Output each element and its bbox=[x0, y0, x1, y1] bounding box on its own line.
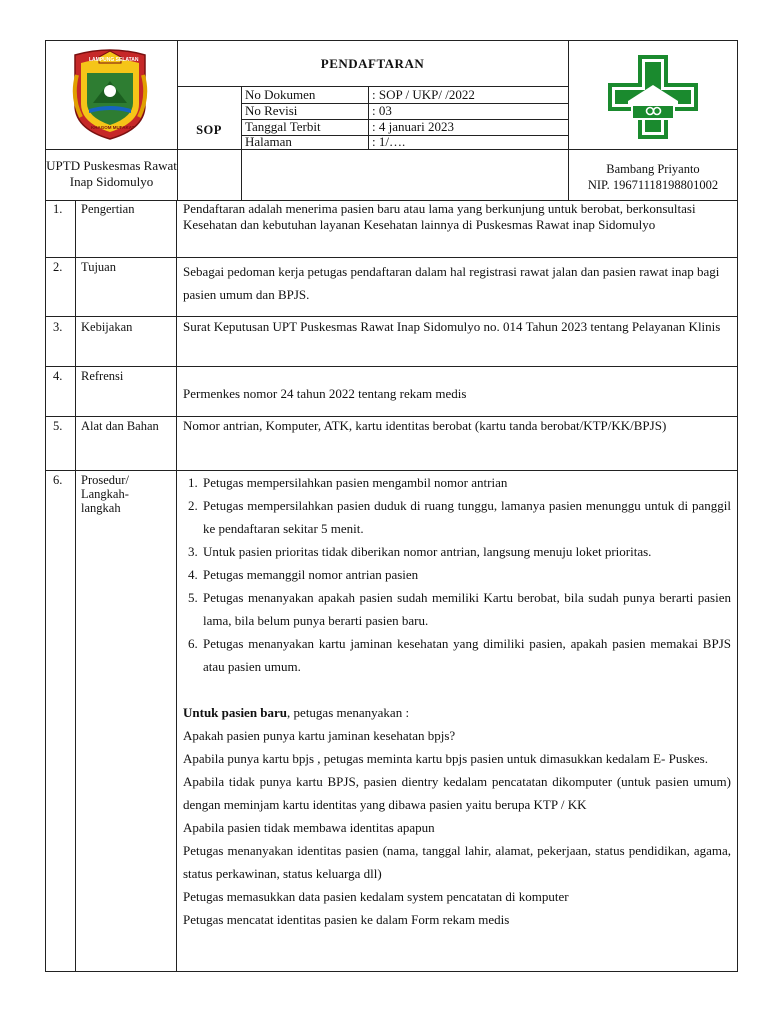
sop-sections-table bbox=[45, 200, 738, 972]
meta-key-revision: No Revisi bbox=[245, 103, 298, 118]
new-patient-heading-bold: Untuk pasien baru bbox=[183, 705, 288, 720]
section-3-number: 3. bbox=[53, 320, 63, 334]
section-5-number: 5. bbox=[53, 419, 63, 433]
signer-block bbox=[568, 161, 738, 193]
section-6-label-line-3: langkah bbox=[81, 501, 121, 515]
puskesmas-cross-logo bbox=[608, 55, 698, 139]
document-header bbox=[45, 40, 738, 201]
meta-value-page: : 1/…. bbox=[372, 134, 406, 149]
new-patient-paragraph: Apabila pasien tidak membawa identitas apapun bbox=[183, 820, 435, 835]
section-4-label: Refrensi bbox=[81, 369, 124, 383]
section-6-label-line-1: Prosedur/ bbox=[81, 473, 129, 487]
new-patient-paragraph: Petugas memasukkan data pasien kedalam system pencatatan di komputer bbox=[183, 889, 569, 904]
new-patient-paragraph: Petugas mencatat identitas pasien ke dalam Form rekam medis bbox=[183, 912, 510, 927]
section-3-label: Kebijakan bbox=[81, 320, 133, 334]
procedure-step: 5. Petugas menanyakan apakah pasien sudah memiliki Kartu berobat, bila sudah punya berarti pasien lama, bila belum punya berarti pasien baru. bbox=[201, 586, 731, 632]
meta-value-doc-number: : SOP / UKP/ /2022 bbox=[372, 87, 475, 102]
section-1-number: 1. bbox=[53, 202, 63, 216]
regency-emblem-logo bbox=[69, 47, 151, 141]
organization-line-1: UPTD Puskesmas Rawat bbox=[46, 158, 177, 173]
organization-line-2: Inap Sidomulyo bbox=[69, 174, 154, 189]
section-1-text: Pendaftaran adalah menerima pasien baru atau lama yang berkunjung untuk berobat, berkonsultasi Kesehatan dan kebutuhan layanan Kesehatan lainnya di Puskesmas Rawat inap Sidomulyo bbox=[183, 201, 696, 232]
section-1-label: Pengertian bbox=[81, 202, 135, 216]
meta-value-issue-date: : 4 januari 2023 bbox=[372, 119, 454, 134]
new-patient-heading bbox=[183, 701, 731, 724]
procedure-content bbox=[183, 471, 731, 931]
meta-key-page: Halaman bbox=[245, 134, 292, 149]
section-2-text: Sebagai pedoman kerja petugas pendaftaran dalam hal registrasi rawat jalan dan pasien rawat inap bagi pasien umum dan BPJS. bbox=[183, 264, 720, 302]
section-6-label-line-2: Langkah- bbox=[81, 487, 129, 501]
procedure-step: 6. Petugas menanyakan kartu jaminan kesehatan yang dimiliki pasien, apakah pasien memakai BPJS atau pasien umum. bbox=[201, 632, 731, 678]
procedure-step: 4. Petugas memanggil nomor antrian pasien bbox=[201, 563, 731, 586]
signer-name: Bambang Priyanto bbox=[606, 162, 700, 176]
meta-key-issue-date: Tanggal Terbit bbox=[245, 119, 321, 134]
procedure-step: 1. Petugas mempersilahkan pasien mengambil nomor antrian bbox=[201, 471, 731, 494]
document-title: PENDAFTARAN bbox=[320, 56, 425, 71]
new-patient-heading-rest: , petugas menanyakan : bbox=[287, 705, 410, 720]
new-patient-paragraph: Apabila punya kartu bpjs , petugas meminta kartu bpjs pasien untuk dimasukkan kedalam E- Puskes. bbox=[183, 751, 708, 766]
signer-nip: NIP. 19671118198801002 bbox=[587, 178, 719, 192]
section-4-text: Permenkes nomor 24 tahun 2022 tentang rekam medis bbox=[183, 386, 467, 401]
section-4-number: 4. bbox=[53, 369, 63, 383]
procedure-steps-list bbox=[183, 471, 731, 678]
emblem-bottom-text: KHAGOM MUFAKAT bbox=[91, 125, 135, 130]
sop-label: SOP bbox=[196, 123, 222, 137]
section-5-text: Nomor antrian, Komputer, ATK, kartu identitas berobat (kartu tanda berobat/KTP/KK/BPJS) bbox=[183, 418, 667, 433]
procedure-step: 3. Untuk pasien prioritas tidak diberikan nomor antrian, langsung menuju loket prioritas. bbox=[201, 540, 731, 563]
meta-key-doc-number: No Dokumen bbox=[245, 87, 316, 102]
meta-value-revision: : 03 bbox=[372, 103, 392, 118]
new-patient-paragraph: Petugas menanyakan identitas pasien (nama, tanggal lahir, alamat, pekerjaan, status pendidikan, agama, status perkawinan, status keluarga dll) bbox=[183, 843, 731, 881]
new-patient-paragraph: Apabila tidak punya kartu BPJS, pasien dientry kedalam pencatatan dikomputer (untuk pasien umum) dengan meminjam kartu identitas yang dibawa pasien yaitu berupa KTP / KK bbox=[183, 774, 731, 812]
procedure-step: 2. Petugas mempersilahkan pasien duduk di ruang tunggu, lamanya pasien menunggu untuk di panggil ke pendaftaran sekitar 5 menit. bbox=[201, 494, 731, 540]
new-patient-paragraph: Apakah pasien punya kartu jaminan kesehatan bpjs? bbox=[183, 728, 456, 743]
section-6-number: 6. bbox=[53, 473, 63, 487]
section-5-label: Alat dan Bahan bbox=[81, 419, 159, 433]
section-2-label: Tujuan bbox=[81, 260, 116, 274]
emblem-top-text: LAMPUNG SELATAN bbox=[89, 57, 139, 63]
section-2-number: 2. bbox=[53, 260, 63, 274]
section-6-label bbox=[81, 473, 129, 515]
section-3-text: Surat Keputusan UPT Puskesmas Rawat Inap Sidomulyo no. 014 Tahun 2023 tentang Pelayanan Klinis bbox=[183, 319, 721, 334]
organization-name bbox=[46, 158, 177, 190]
